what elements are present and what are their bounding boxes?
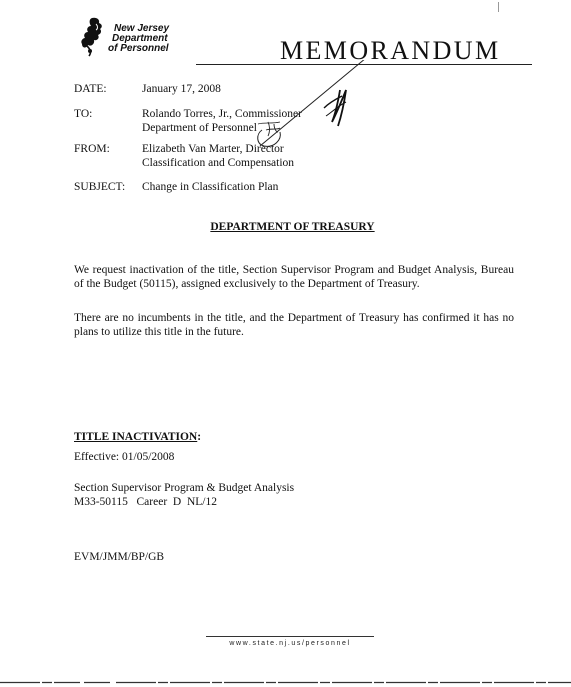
memo-title: MEMORANDUM [280,36,501,65]
from-label: FROM: [74,143,110,155]
title-line2: M33-50115 Career D NL/12 [74,496,217,508]
effective-date: Effective: 01/05/2008 [74,451,175,463]
date-value: January 17, 2008 [142,83,221,95]
department-heading [0,221,571,233]
title-inactivation-heading [74,431,201,443]
corner-mark [498,2,499,12]
subject-value: Change in Classification Plan [142,181,279,193]
body-paragraph-2: There are no incumbents in the title, and the Department of Treasury has confirmed it has no plans to utilize this title in the future. [74,312,514,338]
from-line1: Elizabeth Van Marter, Director [142,143,284,155]
reference-initials: EVM/JMM/BP/GB [74,551,165,563]
header-rule [196,64,532,65]
subject-label: SUBJECT: [74,181,126,193]
to-label: TO: [74,108,93,120]
agency-line2: Department [112,33,168,44]
title-details [74,481,294,509]
title-inactivation-colon: : [197,431,202,443]
to-line1: Rolando Torres, Jr., Commissioner [142,108,302,120]
to-line2: Department of Personnel [142,122,257,134]
department-heading-text: DEPARTMENT OF TREASURY [210,221,375,233]
to-value [142,107,302,135]
footer-url: www.state.nj.us/personnel [229,640,351,647]
title-inactivation-heading-text: TITLE INACTIVATION [74,431,198,443]
bottom-edge-line [0,681,571,684]
agency-logo [78,16,198,60]
footer-rule [206,636,374,637]
agency-name [108,23,170,54]
from-line2: Classification and Compensation [142,157,295,169]
title-line1: Section Supervisor Program & Budget Analysis [74,482,295,494]
agency-line3: of Personnel [108,43,169,54]
agency-line1: New Jersey [114,23,170,34]
date-label: DATE: [74,83,107,95]
body-paragraph-1: We request inactivation of the title, Section Supervisor Program and Budget Analysis, Bureau of the Budget (50115), assigned exclusively to the Department of Treasury. [74,264,514,290]
from-value [142,142,294,170]
